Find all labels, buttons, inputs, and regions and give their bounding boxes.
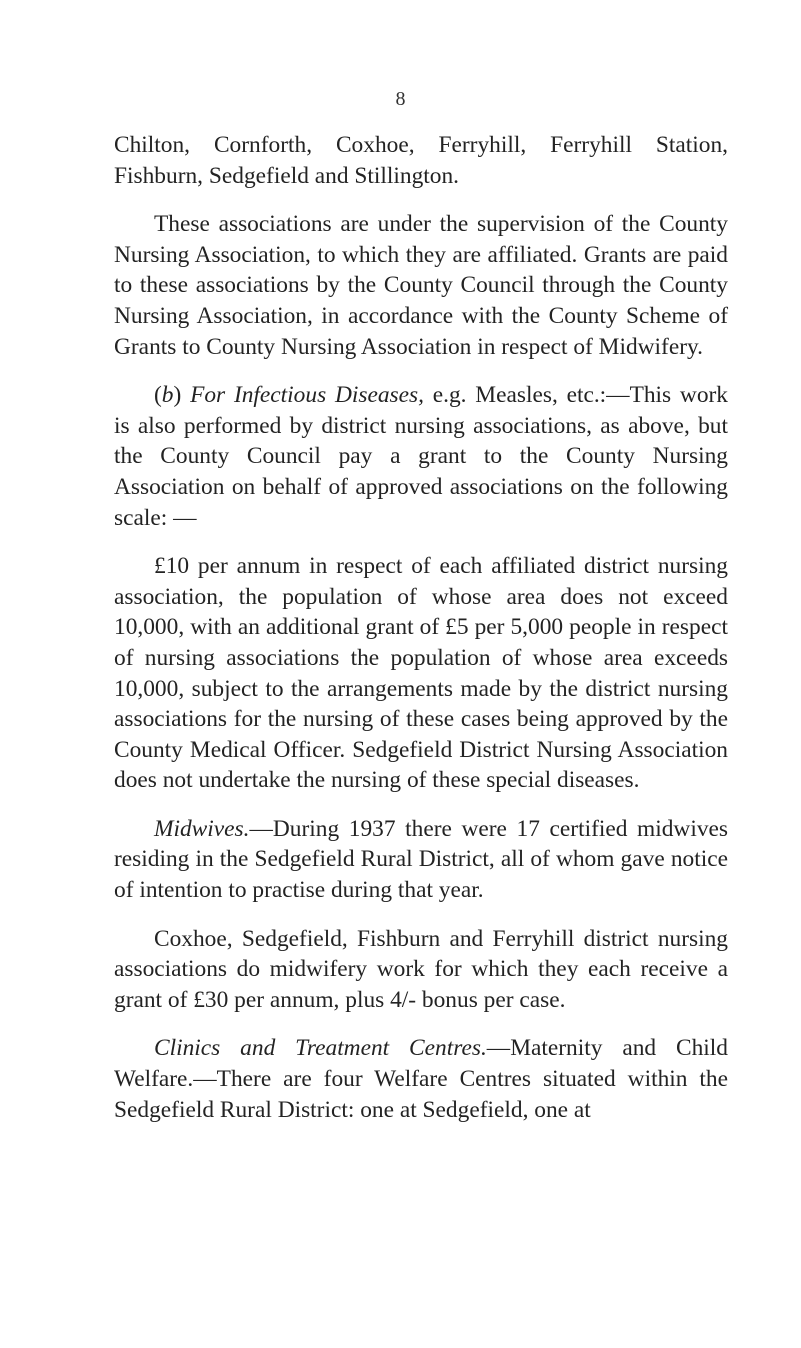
- paragraph-supervision: These associations are under the supervision of the County Nursing Association, to which they are affiliated. Grants are paid to these associations by the County Council through the County Nursing Association, in accordance with the County Scheme of Grants to County Nursing Association in respect of Midwifery.: [114, 211, 728, 360]
- clinics-text: —Maternity and Child Welfare.—There are four Welfare Centres situated within the Sedgefield Rural District: one at Sedgefield, one at: [114, 1035, 728, 1123]
- paragraph-clinics: [114, 1033, 728, 1125]
- infectious-diseases-text: e.g. Measles, etc.:—This work is also performed by district nursing associations, as above, but the County Council pay a grant to the County Nursing Association on behalf of approved associations on the following scale: —: [114, 382, 728, 531]
- paragraph-infectious-diseases: (b) For Infectious Diseases, e.g. Measles, etc.:—This work is also performed by district nursing associations, as above, but the County Council pay a grant to the County Nursing Association on behalf of approved associations on the following scale: —: [114, 382, 728, 531]
- page-number: 8: [395, 88, 406, 110]
- clinics-heading: Clinics and Treatment Centres.: [154, 1035, 487, 1062]
- paragraph-grant-scale: £10 per annum in respect of each affiliated district nursing association, the population of whose area does not exceed 10,000, with an additional grant of £5 per 5,000 people in respect of nursing associations the population of whose area exceeds 10,000, subject to the arrangements made by the district nursing associations for the nursing of these cases being approved by the County Medical Officer. Sedgefield District Nursing Association does not undertake the nursing of these special diseases.: [114, 553, 728, 794]
- body-text: [114, 130, 728, 1143]
- paragraph-midwifery-grants: Coxhoe, Sedgefield, Fishburn and Ferryhill district nursing associations do midwifery work for which they each receive a grant of £30 per annum, plus 4/- bonus per case.: [114, 925, 728, 1013]
- midwives-text: —During 1937 there were 17 certified midwives residing in the Sedgefield Rural District, all of whom gave notice of intention to practise during that year.: [114, 815, 728, 904]
- midwives-heading: Midwives.: [154, 815, 250, 842]
- paragraph-midwives: [114, 814, 728, 906]
- sub-label-b: b: [161, 382, 174, 409]
- paragraph-district-list: Chilton, Cornforth, Coxhoe, Ferryhill, Ferryhill Station, Fishburn, Sedgefield and Stillington.: [114, 132, 728, 189]
- infectious-diseases-heading: For Infectious Diseases,: [190, 382, 424, 409]
